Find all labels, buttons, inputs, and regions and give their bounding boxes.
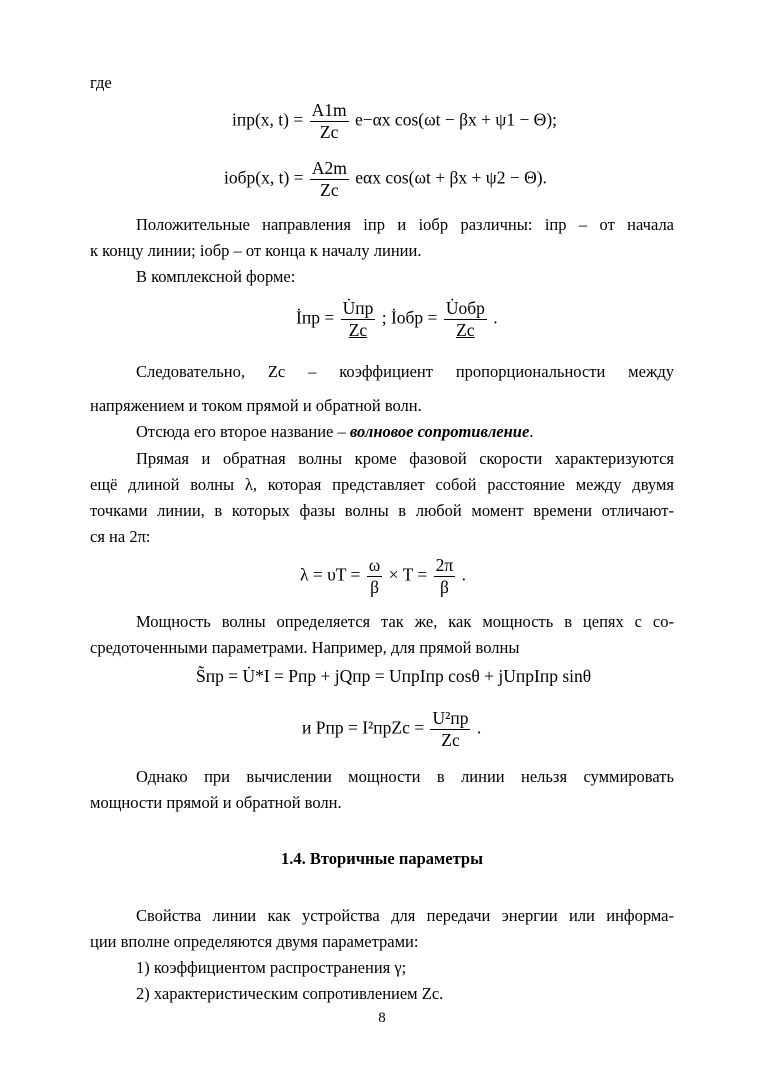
formula-lambda-fraction-1	[367, 555, 383, 598]
paragraph-directions-line-2: к концу линии; iобр – от конца к началу линии.	[90, 241, 422, 260]
complex-form-label: В комплексной форме:	[136, 267, 296, 286]
formula-i-obr-rhs: eαx cos(ωt + βx + ψ2 − Θ).	[355, 167, 547, 188]
hence-end: .	[529, 422, 534, 441]
paragraph-consequently-line-2: напряжением и током прямой и обратной волн.	[90, 396, 422, 415]
formula-i-pr-rhs: e−αx cos(ωt − βx + ψ1 − Θ);	[355, 109, 558, 130]
paragraph-wave-line-4: ся на 2π:	[90, 527, 151, 546]
formula-i-obr	[224, 158, 547, 201]
formula-complex-fraction-2	[444, 298, 487, 341]
formula-lambda-den-2: β	[439, 577, 449, 597]
formula-i-obr-fraction	[310, 158, 349, 201]
formula-i-obr-lhs: iобр(x, t) =	[224, 167, 304, 188]
formula-lambda-mid: × T =	[388, 564, 428, 585]
formula-active-power	[302, 708, 481, 751]
formula-active-power-den: Zc	[441, 730, 460, 750]
paragraph-wave-line-3: точками линии, в которых фазы волны в любой момент времени отличают-	[90, 501, 674, 520]
paragraph-however-line-1: Однако при вычислении мощности в линии нельзя суммировать	[136, 767, 674, 786]
formula-active-power-fraction	[430, 708, 470, 751]
formula-complex-i-pr: İпр =	[296, 307, 335, 328]
formula-i-pr-numerator: A1m	[311, 100, 347, 120]
paragraph-power-line-1: Мощность волны определяется так же, как мощность в цепях с со-	[136, 612, 674, 631]
hence-text: Отсюда его второе название –	[136, 422, 346, 441]
formula-lambda-end: .	[461, 564, 466, 585]
formula-complex-fraction-1	[341, 298, 376, 341]
formula-apparent-power: S̃пр = U̇*I = Pпр + jQпр = UпрIпр cosθ + jUпрIпр sinθ	[196, 666, 592, 686]
formula-complex-u-obr: U̇обр	[445, 298, 485, 318]
paragraph-wave-line-2: ещё длиной волны λ, которая представляет собой расстояние между двумя	[90, 475, 674, 494]
formula-i-obr-denominator: Zc	[320, 180, 339, 200]
list-item-1: 1) коэффициентом распространения γ;	[136, 958, 407, 977]
formula-active-power-num: U²пр	[432, 708, 469, 728]
formula-active-power-end: .	[476, 717, 482, 738]
hence-term: волновое сопротивление	[349, 422, 530, 441]
formula-i-pr-lhs: iпр(x, t) =	[232, 109, 304, 130]
formula-complex-zc-2: Zc	[456, 320, 475, 340]
paragraph-properties-line-2: ции вполне определяются двумя параметрами:	[90, 932, 419, 951]
formula-complex-i-obr: İобр =	[390, 307, 438, 328]
formula-lambda-lhs: λ = υT =	[300, 564, 361, 585]
section-heading: 1.4. Вторичные параметры	[281, 849, 483, 868]
formula-i-obr-numerator: A2m	[311, 158, 347, 178]
formula-i-pr	[232, 100, 557, 143]
paragraph-however-line-2: мощности прямой и обратной волн.	[90, 793, 342, 812]
page-number: 8	[378, 1010, 386, 1026]
formula-lambda	[300, 555, 466, 598]
formula-lambda-num-2: 2π	[435, 555, 454, 575]
paragraph-directions-line-1: Положительные направления iпр и iобр различны: iпр – от начала	[136, 215, 674, 234]
formula-lambda-fraction-2	[434, 555, 456, 598]
formula-i-pr-fraction	[310, 100, 349, 143]
paragraph-properties-line-1: Свойства линии как устройства для передачи энергии или информа-	[136, 906, 674, 925]
formula-lambda-den-1: β	[370, 577, 379, 597]
paragraph-wave-line-1: Прямая и обратная волны кроме фазовой скорости характеризуются	[136, 449, 674, 468]
formula-complex-end: .	[493, 307, 498, 328]
formula-active-power-lhs: и Pпр = I²прZc =	[302, 717, 425, 738]
paragraph-hence	[136, 421, 674, 443]
formula-complex-zc-1: Zc	[348, 320, 368, 340]
formula-complex-u-pr: U̇пр	[342, 298, 374, 318]
list-item-2: 2) характеристическим сопротивлением Zc.	[136, 984, 444, 1003]
formula-complex	[296, 298, 498, 341]
formula-i-pr-denominator: Zc	[319, 122, 339, 142]
paragraph-power-line-2: средоточенными параметрами. Например, для прямой волны	[90, 638, 520, 657]
paragraph-consequently-line-1: Следовательно, Zc – коэффициент пропорциональности между	[136, 362, 674, 381]
formula-lambda-num-1: ω	[368, 555, 381, 575]
where-word: где	[90, 73, 112, 92]
formula-complex-separator: ;	[381, 307, 387, 328]
